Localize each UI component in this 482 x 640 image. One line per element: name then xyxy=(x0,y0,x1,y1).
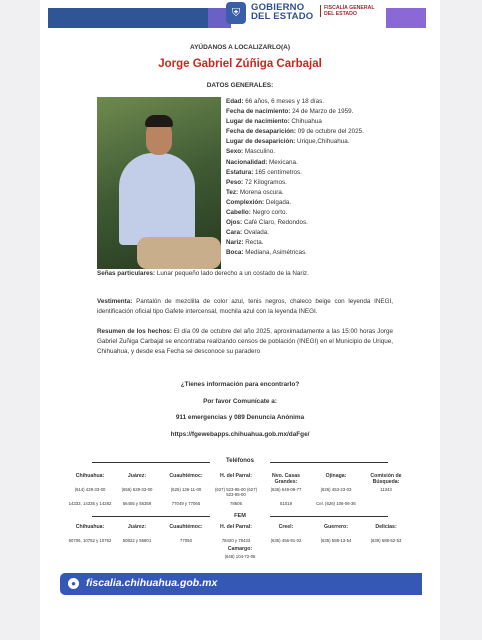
general-data-item: Sexo: Masculino. xyxy=(226,148,276,156)
footer-banner xyxy=(60,573,422,595)
phone-office-number: (639) 688-52-53 xyxy=(370,538,402,543)
general-data-item: Tez: Morena oscura. xyxy=(226,188,284,196)
phone-office-label: Chihuahua: xyxy=(75,473,105,479)
general-data-item: Lugar de nacimiento: Chihuahua xyxy=(226,118,322,126)
phone-office-number: 77050 xyxy=(180,538,192,543)
report-link[interactable]: https://fgewebapps.chihuahua.gob.mx/daFge/ xyxy=(170,431,310,438)
phone-office-number: (614) 429-33-00 xyxy=(74,487,106,492)
phone-office-label: Chihuahua: xyxy=(75,524,105,530)
phone-office-label: H. del Parral: xyxy=(219,473,252,479)
phone-office-number: (656) 629-33-00 xyxy=(121,487,153,492)
phone-office-label: Nvo. Casas Grandes: xyxy=(272,473,300,485)
footer-url[interactable]: fiscalia.chihuahua.gob.mx xyxy=(86,577,218,589)
general-data-item: Lugar de desaparición: Urique,Chihuahua. xyxy=(226,138,350,146)
person-name: Jorge Gabriel Zúñiga Carbajal xyxy=(158,58,322,70)
general-data-item: Cabello: Negro corto. xyxy=(226,209,288,217)
general-data-item: Cara: Ovalada. xyxy=(226,229,270,237)
phone-office-label: Cuauhtémoc: xyxy=(169,524,203,530)
web-icon: ● xyxy=(68,578,79,589)
government-logo xyxy=(226,2,376,30)
general-data-item: Edad: 66 años, 6 meses y 18 días. xyxy=(226,98,325,105)
phone-office-extension: Cel. (626) 106-06-36 xyxy=(316,501,356,506)
phone-office-label: Comisión de Búsqueda: xyxy=(370,473,402,485)
phone-office-number: 78420 y 78433 xyxy=(221,538,251,543)
header-block-violet xyxy=(386,8,426,28)
emergency-numbers: 911 emergencias y 089 Denuncia Anónima xyxy=(175,414,305,421)
phone-office-number: (636) 649-09-77 xyxy=(270,487,302,492)
poster-page xyxy=(40,0,440,640)
general-data-item: Boca: Mediana, Asimétricas. xyxy=(226,249,307,257)
camargo-label: Camargo: xyxy=(227,546,253,552)
phones-title: Teléfonos xyxy=(226,458,254,464)
logo-text: GOBIERNO DEL ESTADO xyxy=(251,2,314,22)
general-data-item: Peso: 72 Kilogramos. xyxy=(226,178,287,186)
general-data-item: Nacionalidad: Mexicana. xyxy=(226,158,298,166)
phone-office-label: H. del Parral: xyxy=(219,524,252,530)
fiscalia-text: FISCALÍA GENERAL DEL ESTADO xyxy=(320,5,375,17)
phone-office-number: (627) 523-95-00 (627) 523-95-00 xyxy=(214,487,258,497)
general-data-list xyxy=(226,97,392,259)
phone-office-number: (635) 456-91-02 xyxy=(270,538,302,543)
general-data-title: DATOS GENERALES: xyxy=(206,82,274,89)
phone-office-label: Juárez: xyxy=(127,524,147,530)
state-seal-icon: ⛨ xyxy=(226,2,246,24)
phone-office-extension: 51019 xyxy=(280,501,292,506)
phone-office-number: 11343 xyxy=(380,487,392,492)
phone-office-extension: 77049 y 77065 xyxy=(171,501,201,506)
phone-office-extension: 78606 xyxy=(230,501,242,506)
phone-office-number: 50822 y 56801 xyxy=(122,538,152,543)
incident-summary: Resumen de los hechos: El día 09 de octubre del año 2025, aproximadamente a las 15:00 horas Jorge Gabriel Zuñiga Carbajal se encontraba realizando censos de población (INEGI) en el Municipio de Urique, Chihuahua, y desde esa Fecha se desconoce su paradero xyxy=(97,328,393,356)
camargo-phone: (648) 104-72-05 xyxy=(224,554,256,559)
phone-office-number: 50706, 10752 y 10762 xyxy=(68,538,112,543)
general-data-item: Fecha de desaparición: 09 de octubre del 2025. xyxy=(226,128,364,136)
phone-office-number: (635) 588-13-54 xyxy=(320,538,352,543)
general-data-item: Ojos: Café Claro, Redondos. xyxy=(226,219,308,227)
phone-office-number: (626) 453-23-03 xyxy=(320,487,352,492)
general-data-item: Nariz: Recta. xyxy=(226,239,264,247)
help-title: AYÚDANOS A LOCALIZARLO(A) xyxy=(189,44,291,51)
phone-office-label: Ojinaga: xyxy=(325,473,347,479)
header-block-blue xyxy=(48,8,210,28)
distinguishing-marks: Señas particulares: Lunar pequeño lado derecho a un costado de la Nariz. xyxy=(97,270,309,277)
general-data-item: Complexión: Delgada. xyxy=(226,198,292,206)
phone-office-label: Juárez: xyxy=(127,473,147,479)
phone-office-label: Creel: xyxy=(278,524,294,530)
contact-prompt: Por favor Comunícate a: xyxy=(203,398,277,405)
general-data-item: Estatura: 165 centímetros. xyxy=(226,168,302,176)
phone-office-label: Guerrero: xyxy=(324,524,348,530)
phone-office-label: Cuauhtémoc: xyxy=(169,473,203,479)
phone-office-label: Delicias: xyxy=(375,524,397,530)
general-data-item: Fecha de nacimiento: 24 de Marzo de 1959. xyxy=(226,108,354,116)
info-question: ¿Tienes información para encontrarlo? xyxy=(180,381,300,388)
phone-office-number: (625) 126-11-00 xyxy=(170,487,202,492)
person-photo xyxy=(97,97,221,269)
phone-office-extension: 14333, 14335 y 14282 xyxy=(68,501,112,506)
phone-office-extension: 56455 y 56359 xyxy=(122,501,152,506)
fem-title: FEM xyxy=(234,513,246,519)
clothing-description: Vestimenta: Pantalón de mezclilla de color azul, tenis negros, chaleco beige con leyenda INEGI, identificación oficial tipo Gafete intercensal, mochila azul con la leyenda INEGI. xyxy=(97,298,393,316)
